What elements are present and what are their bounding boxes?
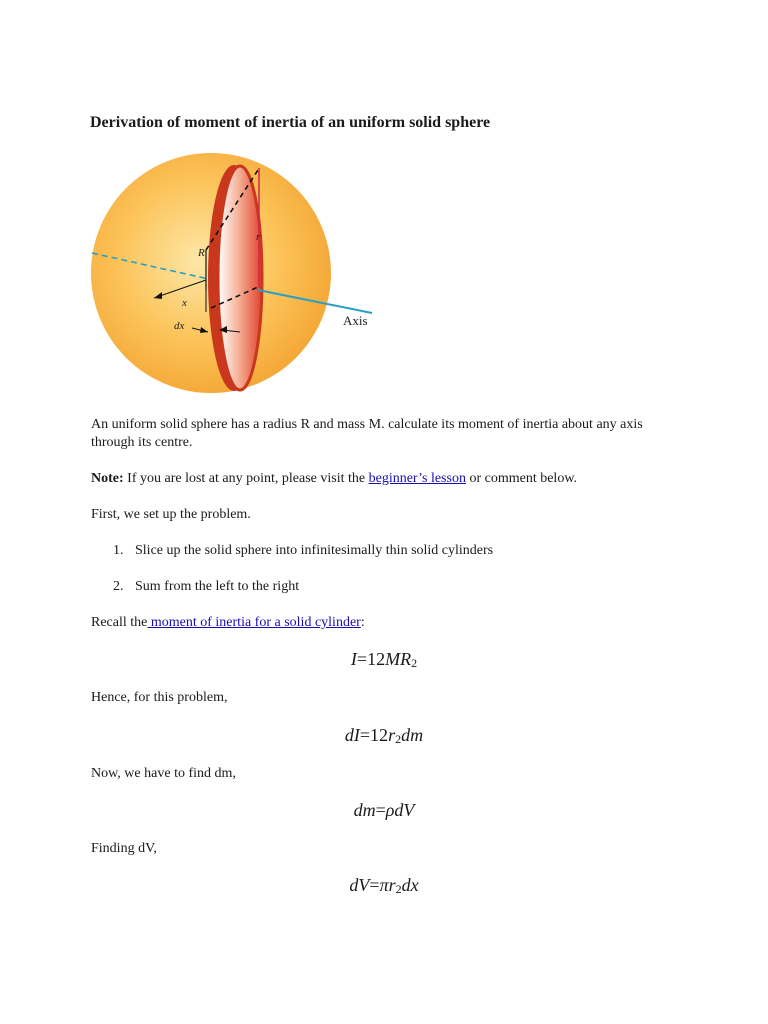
eq4-op: =	[369, 875, 380, 895]
eq2-dm: dm	[401, 725, 424, 745]
equation-1	[0, 648, 768, 674]
eq1-lhs: I	[350, 649, 357, 669]
list-item	[113, 542, 693, 560]
label-r: r	[256, 231, 261, 243]
eq3-lhs: dm	[353, 800, 376, 820]
equation-3	[0, 799, 768, 821]
page-title: Derivation of moment of inertia of an uniform solid sphere	[90, 114, 491, 131]
eq4-exp: 2	[395, 882, 402, 896]
eq2-lhs: dI	[344, 725, 360, 745]
eq4-dx: dx	[401, 875, 419, 895]
list-item-text: Slice up the solid sphere into infinitesimally thin solid cylinders	[135, 543, 494, 558]
list-item-number: 2.	[113, 579, 124, 594]
eq4-pir: πr	[379, 875, 396, 895]
eq3-rhs: ρdV	[385, 800, 415, 820]
solid-cylinder-link[interactable]: moment of inertia for a solid cylinder	[147, 615, 361, 630]
recall-text-before: Recall the	[91, 615, 148, 630]
recall-paragraph	[91, 614, 671, 632]
eq1-rhs: MR	[385, 649, 412, 669]
find-dm-paragraph: Now, we have to find dm,	[91, 766, 236, 781]
list-item	[113, 578, 693, 596]
slice-face	[218, 166, 262, 390]
eq4-lhs: dV	[349, 875, 370, 895]
note-paragraph	[91, 470, 671, 488]
equation-4	[0, 874, 768, 900]
eq2-r: r	[388, 725, 396, 745]
label-R: R	[198, 247, 205, 259]
hence-paragraph: Hence, for this problem,	[91, 690, 228, 705]
eq3-op: =	[375, 800, 386, 820]
setup-paragraph: First, we set up the problem.	[91, 507, 251, 522]
sphere-diagram	[88, 150, 388, 400]
label-x: x	[182, 297, 187, 309]
label-axis: Axis	[343, 313, 368, 328]
note-text-before: If you are lost at any point, please visit the	[123, 471, 369, 486]
equation-2	[0, 724, 768, 750]
recall-text-after: :	[360, 615, 365, 630]
eq1-op: =12	[356, 649, 386, 669]
list-item-text: Sum from the left to the right	[135, 579, 300, 594]
sphere-figure	[88, 150, 388, 400]
list-item-number: 1.	[113, 543, 124, 558]
beginners-lesson-link[interactable]: beginner’s lesson	[368, 471, 466, 486]
note-text-after: or comment below.	[465, 471, 578, 486]
eq2-exp: 2	[395, 732, 402, 746]
eq1-exp: 2	[411, 656, 418, 670]
intro-paragraph: An uniform solid sphere has a radius R and mass M. calculate its moment of inertia about any axis through its centre.	[91, 417, 643, 450]
label-dx: dx	[174, 320, 185, 332]
eq2-op: =12	[359, 725, 389, 745]
find-dv-paragraph: Finding dV,	[91, 841, 157, 856]
note-label: Note:	[91, 471, 124, 486]
